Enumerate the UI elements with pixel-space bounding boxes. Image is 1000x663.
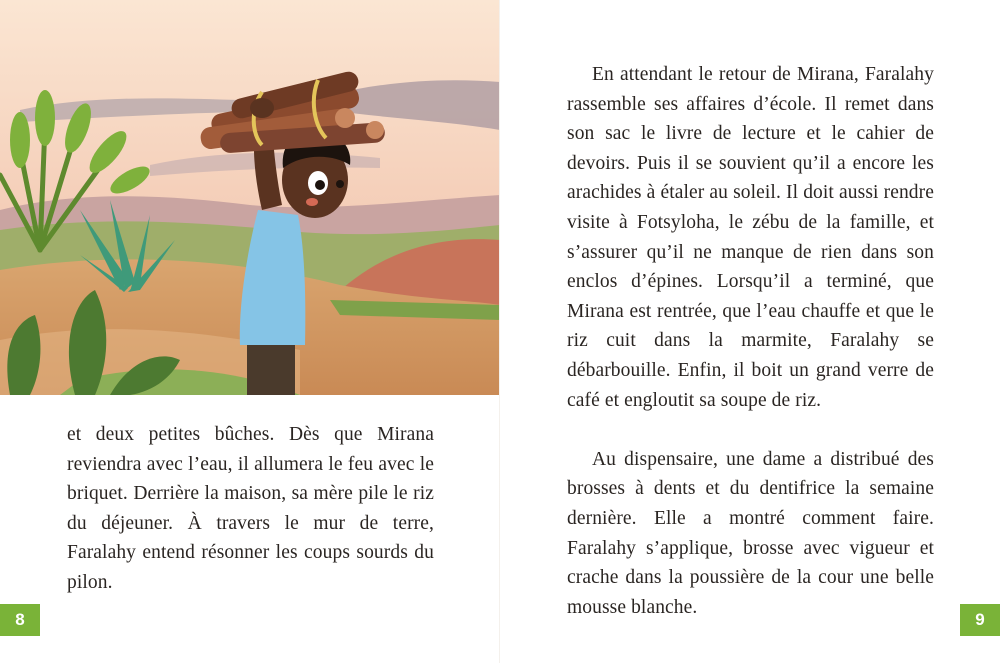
- boy-carrying-firewood-illustration: [0, 0, 500, 395]
- page-number-badge: [0, 604, 40, 636]
- left-page-text: [67, 420, 434, 598]
- page-number-label: 9: [975, 610, 985, 629]
- page-number-label: 8: [15, 610, 25, 629]
- left-paragraph: et deux petites bûches. Dès que Mirana reviendra avec l’eau, il allumera le feu avec le briquet. Derrière la maison, sa mère pile le riz du déjeuner. À travers le mur de terre, Faralahy entend résonner les coups sourds du pilon.: [67, 424, 434, 593]
- page-number-badge: [960, 604, 1000, 636]
- right-paragraph: En attendant le retour de Mirana, Faralahy rassemble ses affaires d’école. Il remet dans son sac le livre de lecture et le cahier de devoirs. Puis il se souvient qu’il a encore les arachides à étaler au soleil. Il doit aussi rendre visite à Fotsyloha, le zébu de la famille, et s’assurer qu’il ne manque de rien dans son enclos d’épines. Lorsqu’il a terminé, que Mirana est rentrée, que l’eau chauffe et que le riz cuit dans la marmite, Faralahy se débarbouille. Enfin, il boit un grand verre de café et engloutit sa soupe de riz.: [567, 64, 934, 411]
- right-paragraph: Au dispensaire, une dame a distribué des brosses à dents et du dentifrice la semaine dernière. Elle a montré comment faire. Faralahy s’applique, brosse avec vigueur et crache dans la poussière de la cour une belle mousse blanche.: [567, 448, 934, 618]
- right-page-text: [567, 60, 934, 622]
- right-page: [500, 0, 1000, 663]
